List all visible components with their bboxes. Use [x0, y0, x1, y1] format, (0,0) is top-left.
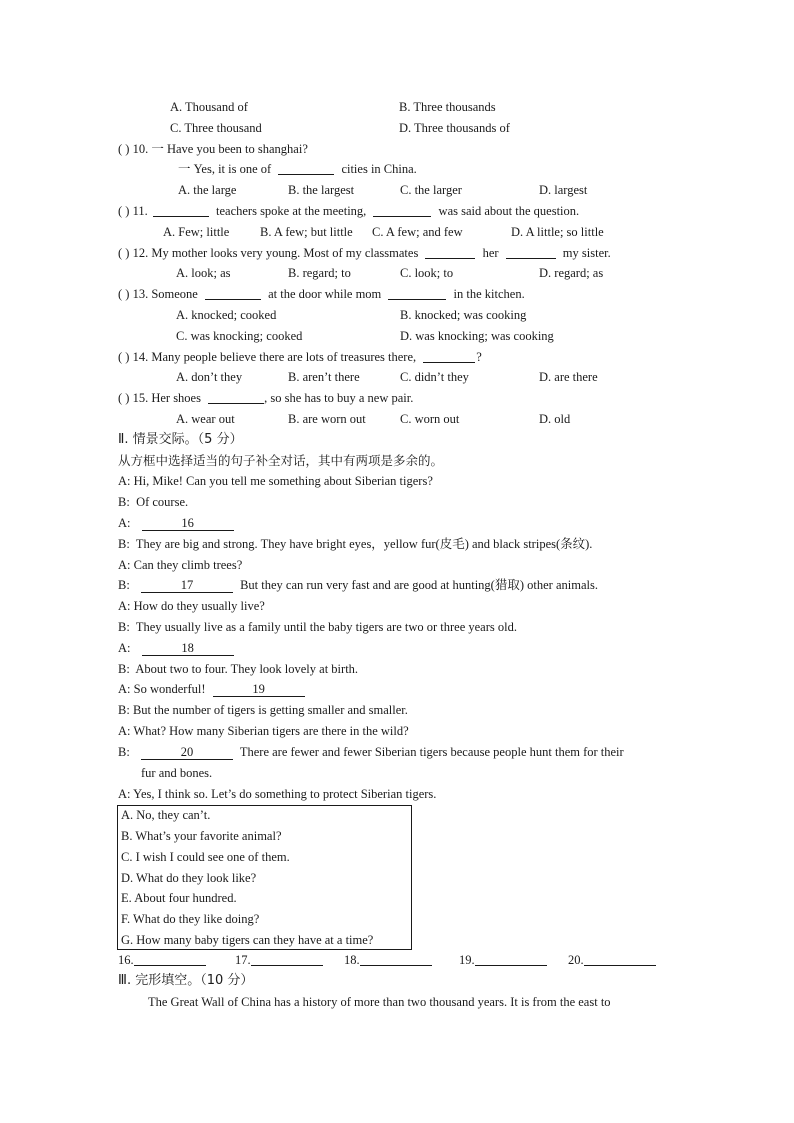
q10-option-d: D. largest: [539, 183, 588, 197]
section-2-title: Ⅱ. 情景交际。（5 分）: [118, 432, 243, 447]
answer-17: 17.: [235, 952, 323, 968]
dialogue-line-10: B: About two to four. They look lovely at birth.: [118, 662, 359, 676]
q15-option-d: D. old: [539, 412, 571, 426]
q11-blank-1[interactable]: [153, 204, 209, 217]
box-option-g: G. How many baby tigers can they have at a time?: [121, 933, 374, 947]
q14-option-b: B. aren’t there: [288, 370, 360, 384]
answer-19: 19.: [459, 952, 547, 968]
dialogue-line-16: A: Yes, I think so. Let’s do something to protect Siberian tigers.: [118, 787, 437, 801]
dialogue-line-7: A: How do they usually live?: [118, 599, 265, 613]
q10-option-c: C. the larger: [400, 183, 462, 197]
q15-option-c: C. worn out: [400, 412, 460, 426]
blank-18[interactable]: 18: [142, 641, 234, 656]
q9-option-a: A. Thousand of: [170, 100, 248, 114]
q15-option-a: A. wear out: [176, 412, 235, 426]
dialogue-line-13: A: What? How many Siberian tigers are there in the wild?: [118, 724, 409, 738]
q11-option-c: C. A few; and few: [372, 225, 463, 239]
q15-option-b: B. are worn out: [288, 412, 366, 426]
q13-blank-1[interactable]: [205, 287, 261, 300]
blank-16[interactable]: 16: [142, 516, 234, 531]
answer-17-blank[interactable]: [251, 953, 323, 966]
section-3-title: Ⅲ. 完形填空。（10 分）: [118, 973, 254, 988]
dialogue-line-12: B: But the number of tigers is getting smaller and smaller.: [118, 703, 408, 717]
q12-option-a: A. look; as: [176, 266, 231, 280]
dialogue-line-11: A: So wonderful! 19: [118, 681, 305, 697]
q14-option-a: A. don’t they: [176, 370, 243, 384]
dialogue-line-1: A: Hi, Mike! Can you tell me something about Siberian tigers?: [118, 474, 433, 488]
q14-question: ( ) 14. Many people believe there are lots of treasures there, ?: [118, 350, 482, 364]
dialogue-line-4: B: They are big and strong. They have bright eyes，yellow fur(皮毛) and black stripes(条纹).: [118, 537, 593, 551]
q15-question: ( ) 15. Her shoes , so she has to buy a new pair.: [118, 391, 414, 405]
blank-17[interactable]: 17: [141, 578, 233, 593]
dialogue-line-6: B: 17 But they can run very fast and are good at hunting(猎取) other animals.: [118, 578, 598, 592]
q13-question: ( ) 13. Someone at the door while mom in the kitchen.: [118, 287, 525, 301]
options-box: [117, 805, 412, 950]
q11-option-b: B. A few; but little: [260, 225, 353, 239]
answer-18-blank[interactable]: [360, 953, 432, 966]
answer-16: 16.: [118, 952, 206, 968]
q10-line2: 一 Yes, it is one of cities in China.: [178, 162, 417, 176]
q13-option-c: C. was knocking; cooked: [176, 329, 303, 343]
dialogue-line-8: B: They usually live as a family until the baby tigers are two or three years old.: [118, 620, 517, 634]
answer-18: 18.: [344, 952, 432, 968]
q11-blank-2[interactable]: [373, 204, 431, 217]
box-option-f: F. What do they like doing?: [121, 912, 260, 926]
blank-19[interactable]: 19: [213, 682, 305, 697]
q11-question: ( ) 11. teachers spoke at the meeting, was said about the question.: [118, 204, 580, 218]
answer-20-blank[interactable]: [584, 953, 656, 966]
q9-option-d: D. Three thousands of: [399, 121, 510, 135]
q15-blank[interactable]: [208, 391, 264, 404]
box-option-c: C. I wish I could see one of them.: [121, 850, 290, 864]
q10-option-a: A. the large: [178, 183, 237, 197]
q14-option-c: C. didn’t they: [400, 370, 469, 384]
q12-blank-2[interactable]: [506, 246, 556, 259]
q11-option-a: A. Few; little: [163, 225, 230, 239]
dialogue-line-5: A: Can they climb trees?: [118, 558, 243, 572]
q10-blank[interactable]: [278, 162, 334, 175]
q9-option-c: C. Three thousand: [170, 121, 262, 135]
box-option-d: D. What do they look like?: [121, 871, 257, 885]
cloze-passage-line-1: The Great Wall of China has a history of more than two thousand years. It is from the east to: [148, 995, 611, 1009]
q12-question: ( ) 12. My mother looks very young. Most of my classmates her my sister.: [118, 246, 611, 260]
box-option-b: B. What’s your favorite animal?: [121, 829, 282, 843]
answer-20: 20.: [568, 952, 656, 968]
q14-blank[interactable]: [423, 350, 475, 363]
q13-blank-2[interactable]: [388, 287, 446, 300]
q12-blank-1[interactable]: [425, 246, 475, 259]
box-option-e: E. About four hundred.: [121, 891, 237, 905]
answer-19-blank[interactable]: [475, 953, 547, 966]
q12-option-c: C. look; to: [400, 266, 454, 280]
q13-option-d: D. was knocking; was cooking: [400, 329, 554, 343]
q13-option-b: B. knocked; was cooking: [400, 308, 527, 322]
q10-option-b: B. the largest: [288, 183, 355, 197]
q11-option-d: D. A little; so little: [511, 225, 604, 239]
q10-number: ( ) 10.: [118, 142, 149, 156]
box-option-a: A. No, they can’t.: [121, 808, 211, 822]
dialogue-line-2: B: Of course.: [118, 495, 189, 509]
answer-16-blank[interactable]: [134, 953, 206, 966]
q12-option-b: B. regard; to: [288, 266, 351, 280]
q12-option-d: D. regard; as: [539, 266, 604, 280]
dialogue-line-14: B: 20 There are fewer and fewer Siberian tigers because people hunt them for their: [118, 745, 624, 759]
q13-option-a: A. knocked; cooked: [176, 308, 277, 322]
dialogue-line-9: A: 18: [118, 640, 234, 656]
q10-line1: 一 Have you been to shanghai?: [151, 142, 308, 156]
q9-option-b: B. Three thousands: [399, 100, 496, 114]
section-2-instruction: 从方框中选择适当的句子补全对话，其中有两项是多余的。: [118, 453, 444, 468]
q10-question: [118, 141, 308, 157]
q14-option-d: D. are there: [539, 370, 598, 384]
dialogue-line-3: A: 16: [118, 515, 234, 531]
blank-20[interactable]: 20: [141, 745, 233, 760]
dialogue-line-15: fur and bones.: [141, 766, 213, 780]
